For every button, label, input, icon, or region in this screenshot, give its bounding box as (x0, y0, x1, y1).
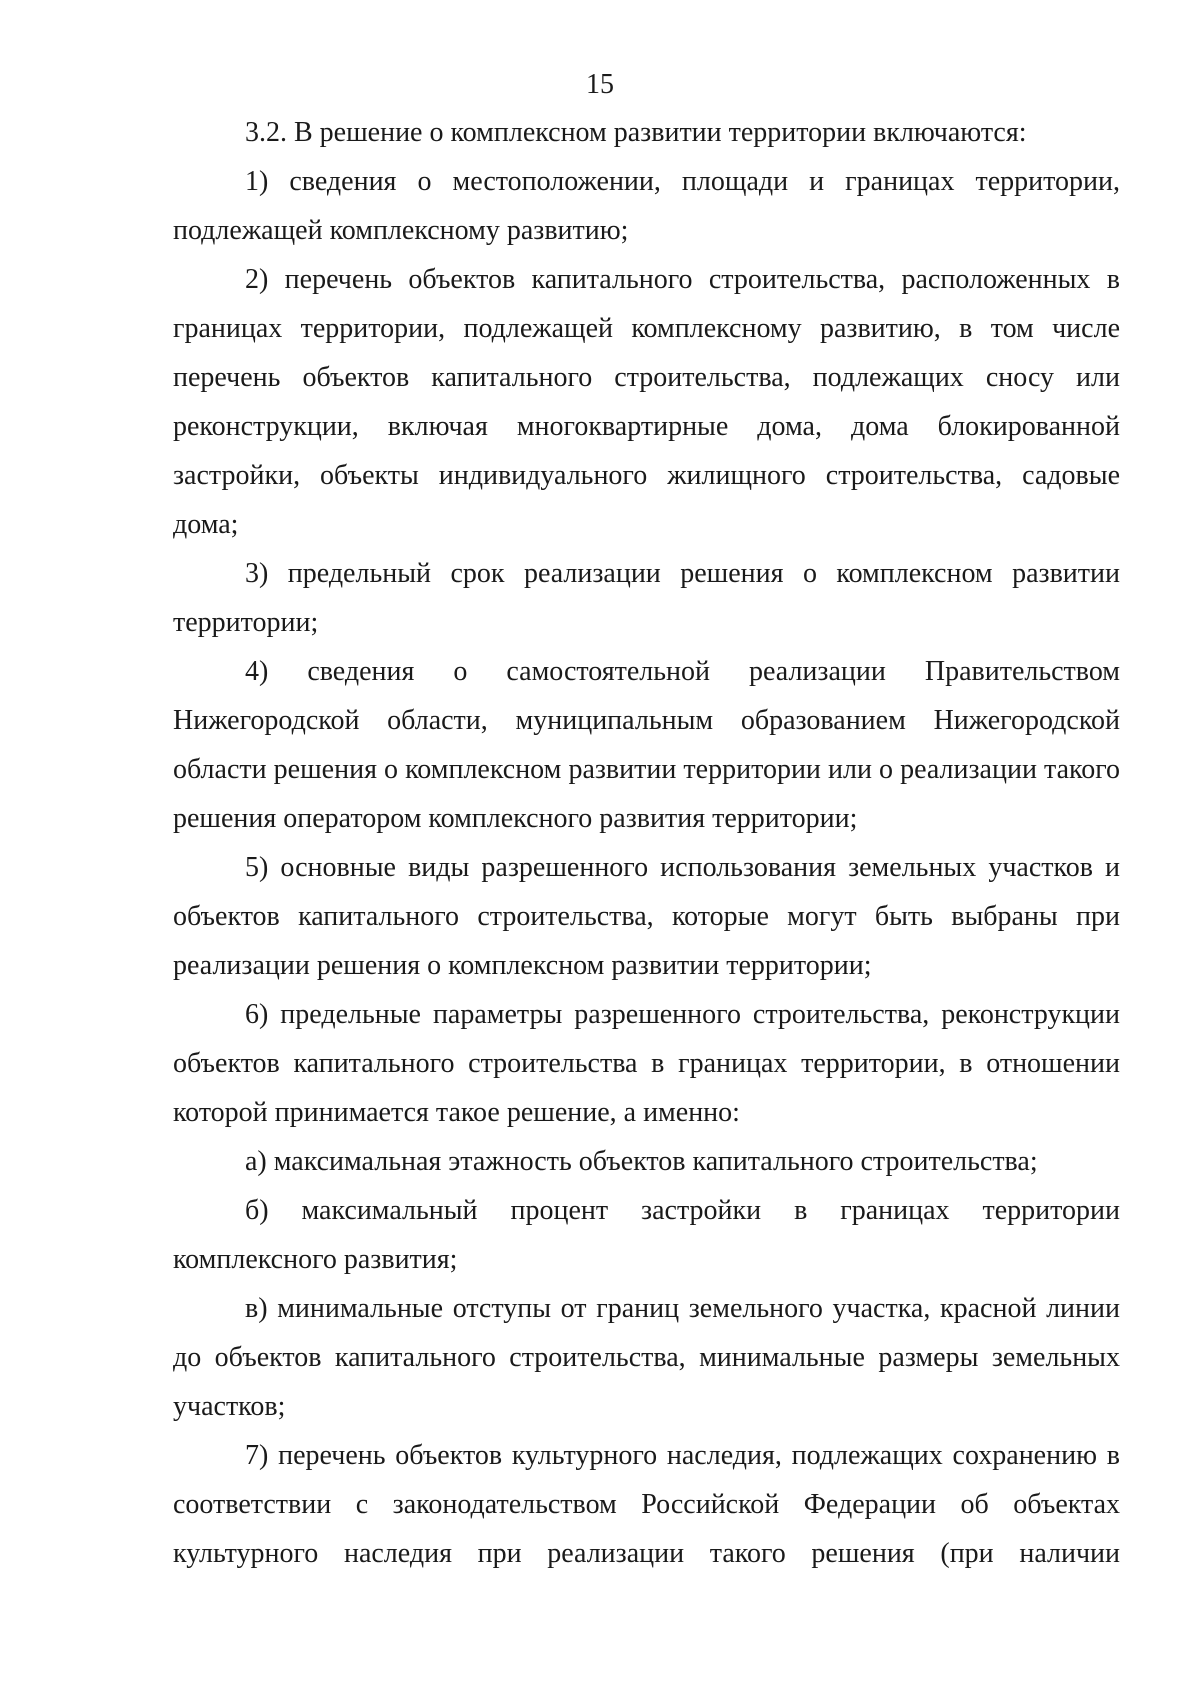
list-item-6: 6) предельные параметры разрешенного строительства, реконструкции объектов капитального строительства в границах территории, в отношении которой принимается такое решение, а именно: (173, 999, 1120, 1128)
list-item-5: 5) основные виды разрешенного использования земельных участков и объектов капитального строительства, которые могут быть выбраны при реализации решения о комплексном развитии территории; (173, 852, 1120, 981)
sub-item-v: в) минимальные отступы от границ земельного участка, красной линии до объектов капитального строительства, минимальные размеры земельных участков; (173, 1293, 1120, 1422)
list-item-3: 3) предельный срок реализации решения о комплексном развитии территории; (173, 558, 1120, 638)
sub-item-b: б) максимальный процент застройки в границах территории комплексного развития; (173, 1195, 1120, 1275)
sub-item-a: а) максимальная этажность объектов капитального строительства; (245, 1146, 1038, 1177)
list-item-4: 4) сведения о самостоятельной реализации Правительством Нижегородской области, муниципальным образованием Нижегородской области решения о комплексном развитии территории или о реализации такого решения оператором комплексного развития территории; (173, 656, 1120, 834)
document-body (173, 108, 1120, 1578)
list-item-2: 2) перечень объектов капитального строительства, расположенных в границах территории, подлежащей комплексному развитию, в том числе перечень объектов капитального строительства, подлежащих сносу или реконструкции, включая многоквартирные дома, дома блокированной застройки, объекты индивидуального жилищного строительства, садовые дома; (173, 264, 1120, 540)
list-item-7: 7) перечень объектов культурного наследия, подлежащих сохранению в соответствии с законодательством Российской Федерации об объектах культурного наследия при реализации такого решения (при наличии (173, 1440, 1120, 1569)
list-item-1: 1) сведения о местоположении, площади и границах территории, подлежащей комплексному развитию; (173, 166, 1120, 246)
paragraph-3-2-intro: 3.2. В решение о комплексном развитии территории включаются: (245, 117, 1027, 148)
page-number: 15 (586, 69, 614, 100)
